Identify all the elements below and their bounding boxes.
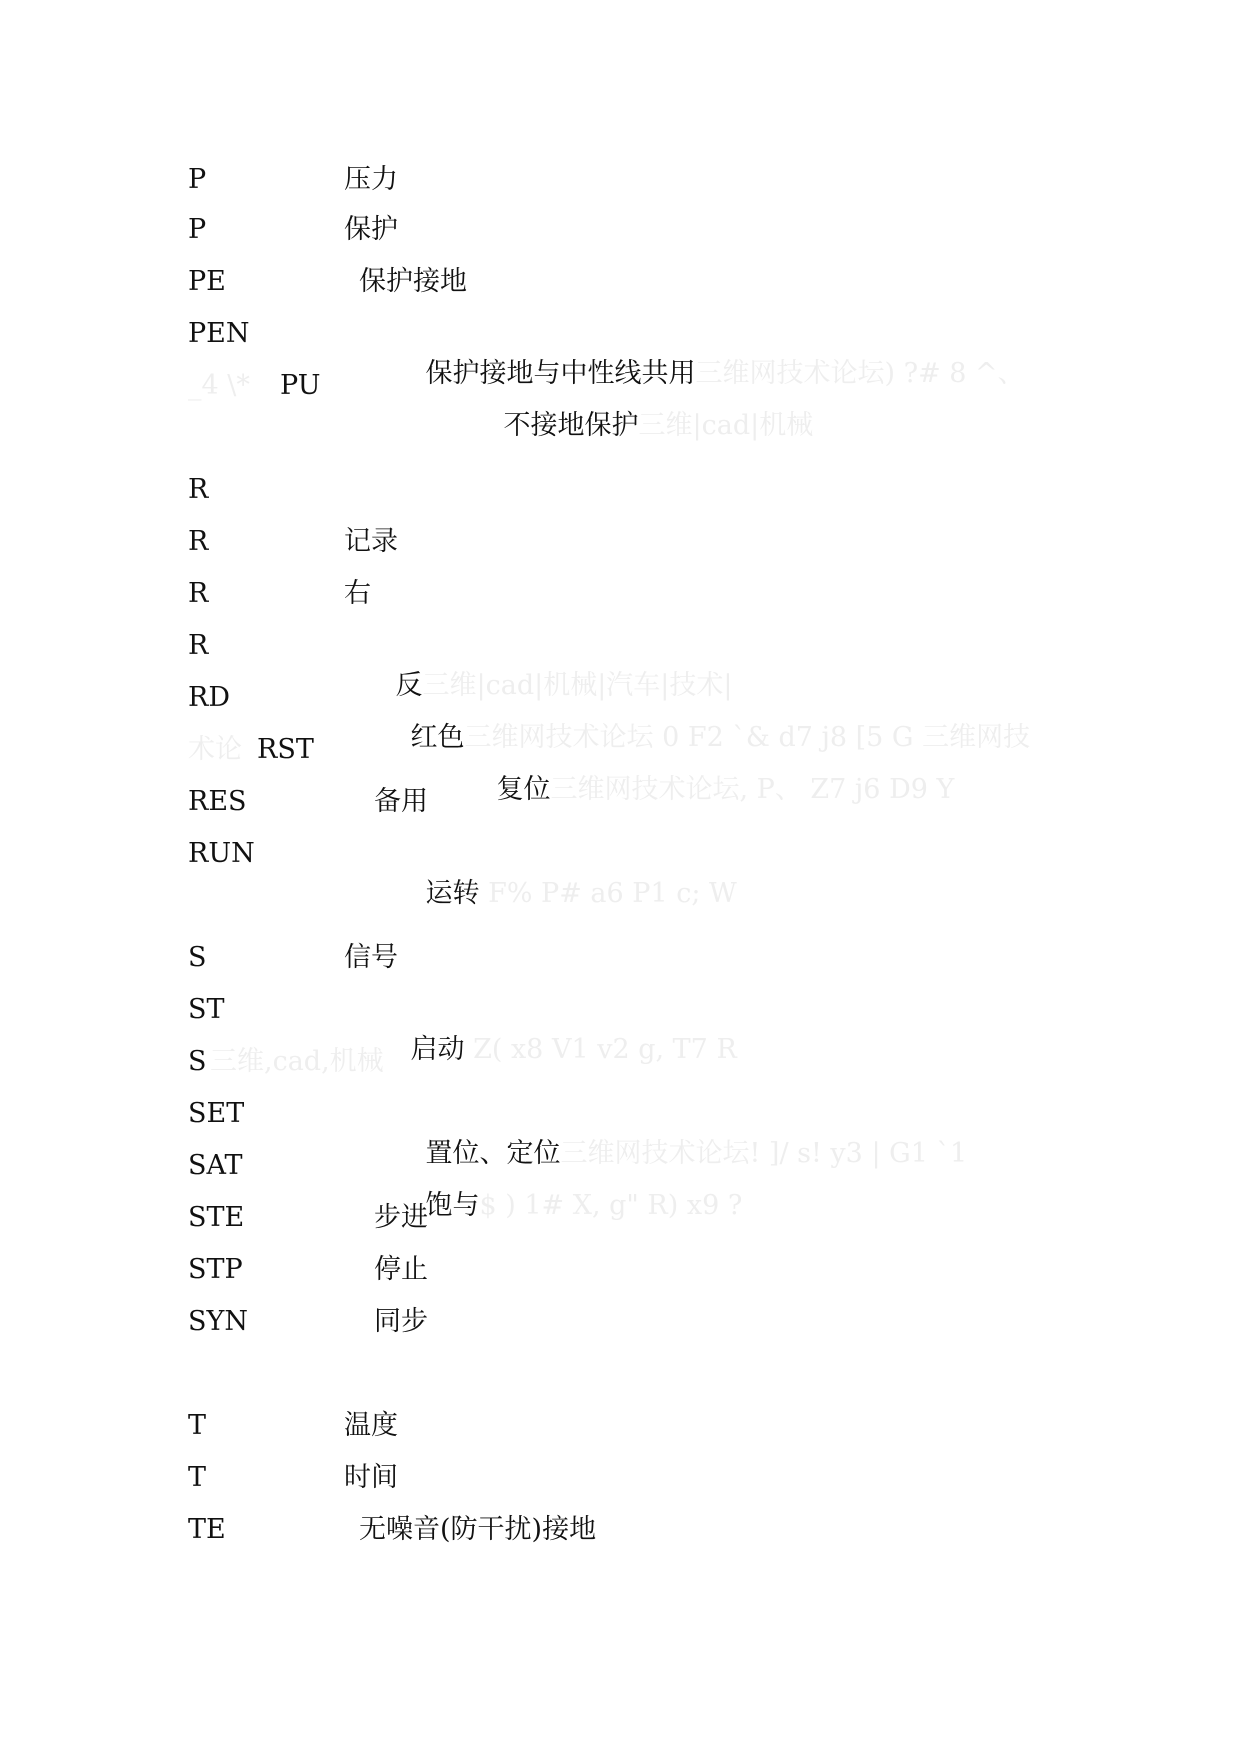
entry-desc: 启动: [410, 1034, 465, 1065]
watermark-text: 三维网技术论坛! ]/ s! y3 | G1 `1: [560, 1138, 968, 1169]
entry-desc: 运转: [425, 878, 480, 909]
entry-code: PEN: [188, 318, 250, 349]
entry-code: SET: [188, 1098, 245, 1129]
entry-desc: 复位: [496, 774, 551, 805]
entry-line: [188, 160, 398, 200]
entry-desc: 压力: [344, 164, 398, 195]
entry-desc: 置位、定位: [425, 1138, 561, 1169]
watermark-text: 三维,cad,机械: [210, 1046, 384, 1077]
entry-desc: 右: [344, 578, 371, 609]
entry-desc: 停止: [374, 1254, 428, 1285]
entry-code: S: [188, 1046, 207, 1077]
entry-desc: 反: [395, 670, 423, 701]
entry-desc: 记录: [344, 526, 398, 557]
entry-line: [188, 1302, 428, 1342]
entry-line: [188, 1458, 398, 1498]
entry-line: [188, 1510, 597, 1550]
entry-line: [188, 522, 398, 562]
entry-code: TE: [188, 1514, 226, 1545]
entry-code: RUN: [188, 838, 255, 869]
entry-line: [188, 1198, 428, 1238]
entry-code: RES: [188, 786, 247, 817]
entry-line: [188, 782, 428, 822]
watermark-text: 三维网技术论坛 0 F2 `& d7 j8 [5 G 三维网技: [464, 722, 1031, 753]
entry-code: PE: [188, 266, 226, 297]
entry-line: [188, 574, 371, 614]
entry-code: R: [188, 526, 209, 557]
entry-code: S: [188, 942, 207, 973]
entry-code: STP: [188, 1254, 243, 1285]
watermark-text: 三维|cad|机械|汽车|技术|: [422, 670, 733, 701]
entry-desc: 不接地保护: [503, 410, 639, 441]
entry-code: R: [188, 578, 209, 609]
entry-code: T: [188, 1462, 207, 1493]
entry-code: RST: [257, 734, 314, 765]
entry-desc: 无噪音(防干扰)接地: [359, 1514, 597, 1545]
entry-line: [188, 1250, 428, 1290]
entry-line: [188, 938, 398, 978]
entry-line: [188, 834, 737, 909]
entry-line: [188, 210, 398, 250]
entry-desc: 红色: [410, 722, 465, 753]
entry-code: T: [188, 1410, 207, 1441]
watermark-text: Z( x8 V1 v2 g, T7 R: [464, 1034, 737, 1065]
watermark-text: _4 \*: [188, 370, 259, 401]
entry-desc: 饱与: [425, 1190, 480, 1221]
watermark-text: 术论: [188, 734, 251, 765]
entry-code: P: [188, 164, 207, 195]
entry-code: STE: [188, 1202, 245, 1233]
entry-code: ST: [188, 994, 225, 1025]
entry-desc: 保护接地与中性线共用: [425, 358, 696, 389]
entry-line: [188, 262, 467, 302]
watermark-text: 三维网技术论坛, P、 Z7 j6 D9 Y: [550, 774, 955, 805]
entry-line: [188, 1406, 398, 1446]
entry-desc: 温度: [344, 1410, 398, 1441]
watermark-text: F% P# a6 P1 c; W: [479, 878, 737, 909]
entry-desc: 步进: [374, 1202, 428, 1233]
entry-code: P: [188, 214, 207, 245]
entry-desc: 保护: [344, 214, 398, 245]
watermark-text: $ ) 1# X, g" R) x9 ?: [479, 1190, 743, 1221]
entry-code: SAT: [188, 1150, 243, 1181]
entry-desc: 同步: [374, 1306, 428, 1337]
entry-code: PU: [280, 370, 321, 401]
entry-code: R: [188, 474, 209, 505]
watermark-text: 三维|cad|机械: [638, 410, 814, 441]
entry-desc: 备用: [374, 786, 428, 817]
watermark-text: 三维网技术论坛) ?# 8 ^、: [695, 358, 1025, 389]
entry-desc: 保护接地: [359, 266, 467, 297]
entry-line: [188, 470, 222, 510]
entry-line: [188, 1042, 384, 1082]
entry-code: SYN: [188, 1306, 248, 1337]
entry-desc: 时间: [344, 1462, 398, 1493]
entry-code: RD: [188, 682, 230, 713]
entry-code: R: [188, 630, 209, 661]
entry-desc: 信号: [344, 942, 398, 973]
